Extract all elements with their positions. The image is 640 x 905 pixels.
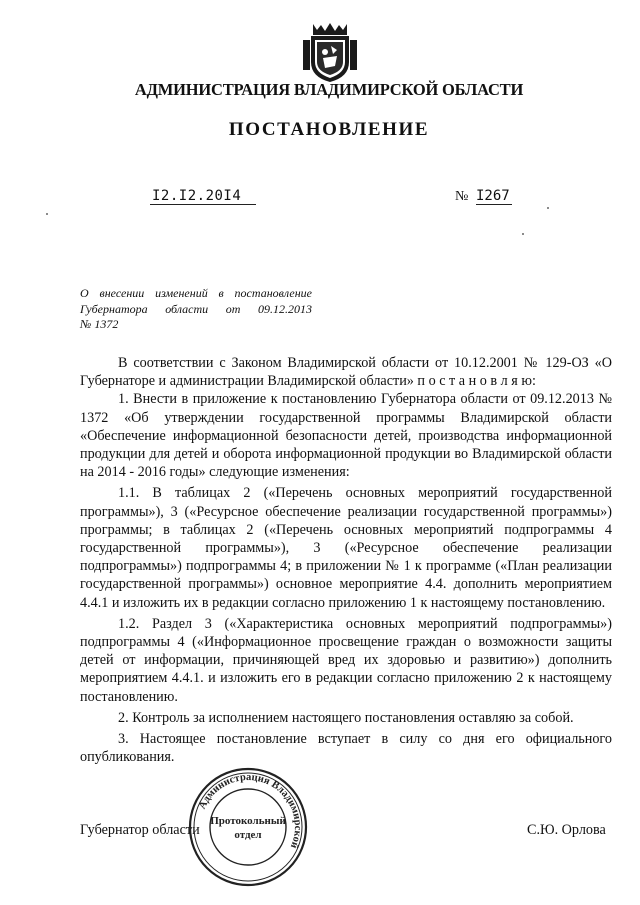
subject-line: Губернатора области от 09.12.2013 (80, 301, 312, 316)
scan-speck (46, 213, 48, 215)
body-paragraph: 1.2. Раздел 3 («Характеристика основных мероприятий подпрограммы») подпрограммы 4 («Информационное просвещение граждан о возможности защиты детей от информации, причиняющей вред их здоровью и развитию») дополнить мероприятием 4.4.1. и изложить его в редакции согласно приложению 2 к настоящему постановлению. (80, 615, 612, 705)
body-paragraph: 2. Контроль за исполнением настоящего постановления оставляю за собой. (118, 709, 574, 726)
body-paragraph: 3. Настоящее постановление вступает в силу со дня его официального опубликования. (80, 731, 612, 766)
scan-speck (547, 207, 549, 209)
body-paragraph: 1.1. В таблицах 2 («Перечень основных мероприятий государственной программы»), 3 («Ресурсное обеспечение реализации государственной программы») программы; в таблицах 2 («Перечень основных мероприятий подпрограммы 4 государственной программы»), 3 («Ресурсное обеспечение реализации подпрограммы») подпрограммы 4; в приложении № 1 к программе («План реализации государственной программы») основное мероприятие 4.4. дополнить мероприятием 4.4.1 и изложить их в редакции согласно приложению 1 к настоящему постановлению. (80, 485, 612, 611)
document-date: I2.I2.20I4 (150, 188, 256, 205)
body-paragraph: 1. Внести в приложение к постановлению Губернатора области от 09.12.2013 № 1372 «Об утверждении государственной программы Владимирской области «Обеспечение информационной безопасности детей, производства информационной продукции для детей и оборота информационной продукции во Владимирской области на 2014 - 2016 годы» следующие изменения: (80, 391, 612, 481)
subject-line: О внесении изменений в постановление (80, 286, 312, 300)
scan-speck (522, 233, 524, 235)
subject-line: № 1372 (80, 317, 119, 331)
organization-name: АДМИНИСТРАЦИЯ ВЛАДИМИРСКОЙ ОБЛАСТИ (134, 80, 524, 99)
document-number: I267 (476, 188, 512, 205)
body-paragraph: В соответствии с Законом Владимирской области от 10.12.2001 № 129-ОЗ «О Губернаторе и администрации Владимирской области» п о с т а н о в л я ю: (80, 355, 612, 390)
signatory-title: Губернатор области (80, 822, 200, 838)
seal-center-line: отдел (234, 829, 262, 841)
signatory-name: С.Ю. Орлова (527, 822, 606, 838)
document-type-title: ПОСТАНОВЛЕНИЕ (228, 119, 430, 140)
official-seal-stamp (187, 766, 309, 888)
seal-ring-text: Администрация Владимирской (196, 771, 304, 850)
coat-of-arms-emblem (303, 22, 357, 84)
document-subject (80, 286, 312, 333)
document-body (80, 354, 612, 766)
document-number-label: № (455, 189, 469, 204)
seal-center-line: Протокольный (210, 815, 286, 827)
